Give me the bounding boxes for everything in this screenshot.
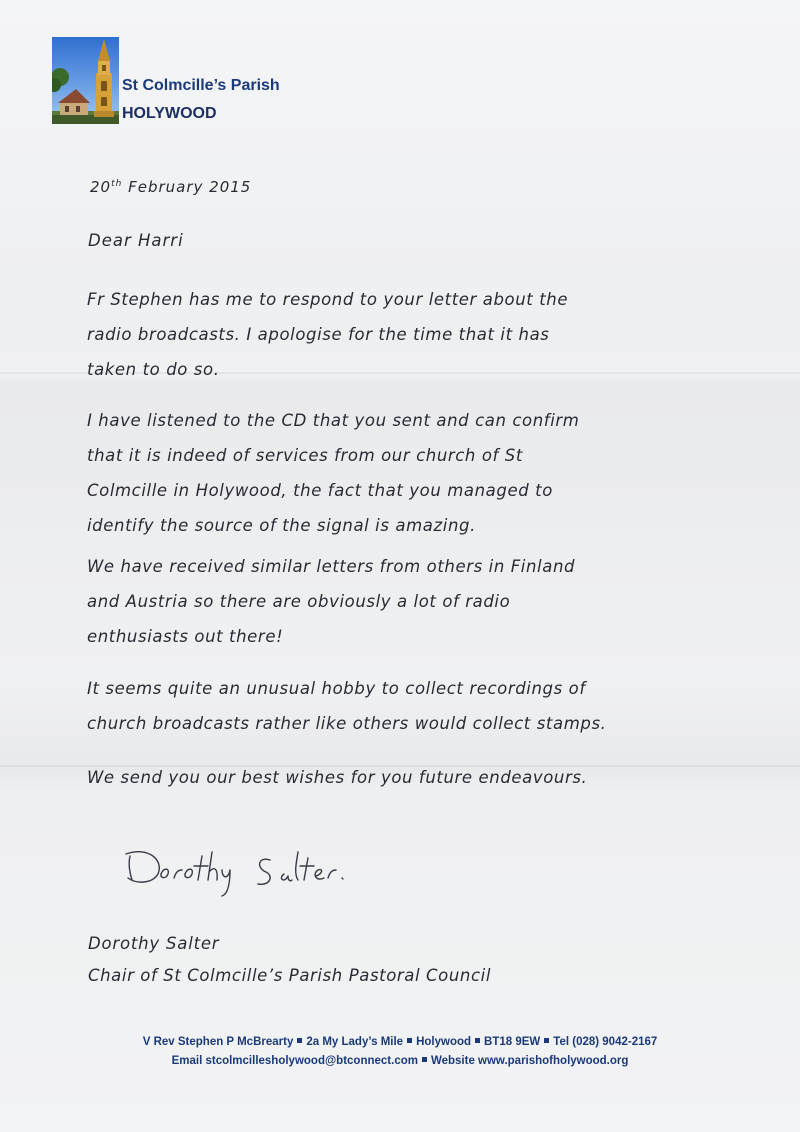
footer-email: Email stcolmcillesholywood@btconnect.com <box>171 1055 418 1067</box>
text-line: enthusiasts out there! <box>87 627 284 646</box>
bullet-square-icon <box>475 1038 480 1043</box>
letter-date <box>90 178 251 196</box>
text-line: identify the source of the signal is amazing. <box>87 516 476 535</box>
footer-phone: Tel (028) 9042-2167 <box>553 1036 658 1048</box>
text-line: Fr Stephen has me to respond to your letter about the <box>87 290 569 309</box>
footer-town: Holywood <box>416 1036 472 1048</box>
footer-priest: V Rev Stephen P McBrearty <box>142 1036 294 1048</box>
footer-website: Website www.parishofholywood.org <box>430 1055 629 1067</box>
signoff-role: Chair of St Colmcille’s Parish Pastoral Council <box>88 966 492 985</box>
text-line: church broadcasts rather like others would collect stamps. <box>87 714 607 733</box>
footer-contact-line <box>0 1055 800 1067</box>
parish-town: HOLYWOOD <box>122 105 217 122</box>
text-line: Colmcille in Holywood, the fact that you managed to <box>87 481 553 500</box>
text-line: We send you our best wishes for you future endeavours. <box>87 768 588 787</box>
signoff-name: Dorothy Salter <box>88 934 220 953</box>
date-suffix: th <box>111 179 123 189</box>
footer-address-line <box>0 1036 800 1048</box>
footer-postcode: BT18 9EW <box>484 1036 541 1048</box>
salutation: Dear Harri <box>88 231 184 250</box>
paragraph <box>87 403 787 543</box>
church-logo <box>52 37 119 124</box>
text-line: radio broadcasts. I apologise for the time that it has <box>87 325 550 344</box>
text-line: and Austria so there are obviously a lot of radio <box>87 592 511 611</box>
paragraph <box>87 760 787 795</box>
paragraph <box>87 282 787 387</box>
text-line: We have received similar letters from others in Finland <box>87 557 576 576</box>
bullet-square-icon <box>297 1038 302 1043</box>
parish-name: St Colmcille’s Parish <box>122 77 280 94</box>
date-month-year: February 2015 <box>122 178 252 196</box>
bullet-square-icon <box>422 1057 427 1062</box>
handwritten-signature <box>118 834 378 904</box>
text-line: I have listened to the CD that you sent and can confirm <box>87 411 580 430</box>
bullet-square-icon <box>544 1038 549 1043</box>
text-line: It seems quite an unusual hobby to collect recordings of <box>87 679 586 698</box>
paragraph <box>87 671 787 741</box>
paragraph <box>87 549 787 654</box>
bullet-square-icon <box>407 1038 412 1043</box>
date-day: 20 <box>90 178 112 196</box>
text-line: that it is indeed of services from our church of St <box>87 446 523 465</box>
footer-street: 2a My Lady’s Mile <box>306 1036 404 1048</box>
text-line: taken to do so. <box>87 360 220 379</box>
